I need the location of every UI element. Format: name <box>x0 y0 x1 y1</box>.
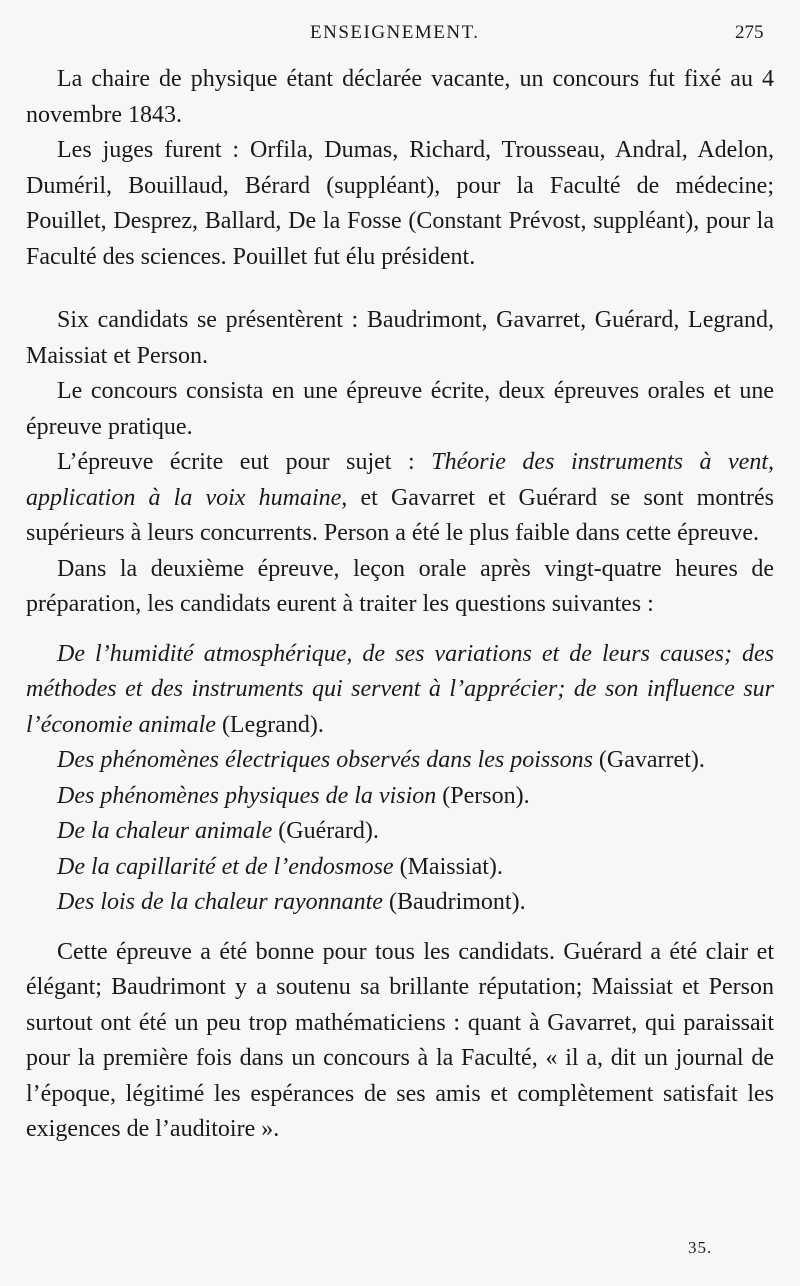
written-exam-result: et Gavarret et Guérard se sont montrés supérieurs à leurs concurrents. Person a été le plus faible dans cette épreuve. <box>26 484 774 546</box>
question-list <box>26 637 774 921</box>
page-number: 275 <box>735 22 764 43</box>
question-item <box>26 814 774 850</box>
paragraph-oral-exam: Dans la deuxième épreuve, leçon orale après vingt-quatre heures de préparation, les candidats eurent à traiter les questions suivantes : <box>26 555 774 617</box>
question-candidate: (Gavarret). <box>592 747 705 773</box>
paragraph-written-exam <box>26 445 774 552</box>
question-subject: Des phénomènes électriques observés dans les poissons <box>57 747 593 773</box>
question-subject: Des phénomènes physiques de la vision <box>57 782 437 809</box>
page-body <box>26 62 774 1148</box>
written-exam-subject: Théorie des instruments à vent, application à la voix humaine, <box>26 449 774 511</box>
running-title: ENSEIGNEMENT. <box>310 22 480 43</box>
question-subject: De l’humidité atmosphérique, de ses variations et de leurs causes; des méthodes et des instruments qui servent à l’apprécier; de son influence sur l’économie animale <box>26 640 774 738</box>
paragraph-evaluation: Cette épreuve a été bonne pour tous les candidats. Guérard a été clair et élégant; Baudrimont y a soutenu sa brillante réputation; Maissiat et Person surtout ont été un peu trop mathématiciens : quant à Gavarret, qui paraissait pour la première fois dans un concours à la Faculté, « il a, dit un journal de l’époque, légitimé les espérances de ses amis et complètement satisfait les exigences de l’auditoire ». <box>26 938 774 1142</box>
question-candidate: (Legrand). <box>215 711 324 738</box>
paragraph-candidates: Six candidats se présentèrent : Baudrimont, Gavarret, Guérard, Legrand, Maissiat et Person. <box>26 307 774 369</box>
question-item <box>26 743 774 779</box>
paragraph-judges: Les juges furent : Orfila, Dumas, Richard, Trousseau, Andral, Adelon, Duméril, Bouillaud, Bérard (suppléant), pour la Faculté de médecine; Pouillet, Desprez, Ballard, De la Fosse (Constant Prévost, suppléant), pour la Faculté des sciences. Pouillet fut élu président. <box>26 137 774 270</box>
question-candidate: (Maissiat). <box>393 853 503 880</box>
written-exam-intro: L’épreuve écrite eut pour sujet : <box>57 449 432 475</box>
paragraph-exam-format: Le concours consista en une épreuve écrite, deux épreuves orales et une épreuve pratique. <box>26 378 774 440</box>
question-candidate: (Person). <box>436 782 530 809</box>
question-subject: Des lois de la chaleur rayonnante <box>57 889 383 915</box>
question-item <box>26 850 774 886</box>
question-item <box>26 779 774 815</box>
question-item <box>26 637 774 744</box>
question-candidate: (Baudrimont). <box>382 889 526 915</box>
question-candidate: (Guérard). <box>272 818 379 844</box>
question-subject: De la chaleur animale <box>57 818 273 844</box>
signature-mark: 35. <box>688 1238 713 1257</box>
running-head <box>0 22 800 52</box>
paragraph-chair-vacant: La chaire de physique étant déclarée vacante, un concours fut fixé au 4 novembre 1843. <box>26 66 774 128</box>
question-item <box>26 885 774 921</box>
question-subject: De la capillarité et de l’endosmose <box>57 853 394 880</box>
